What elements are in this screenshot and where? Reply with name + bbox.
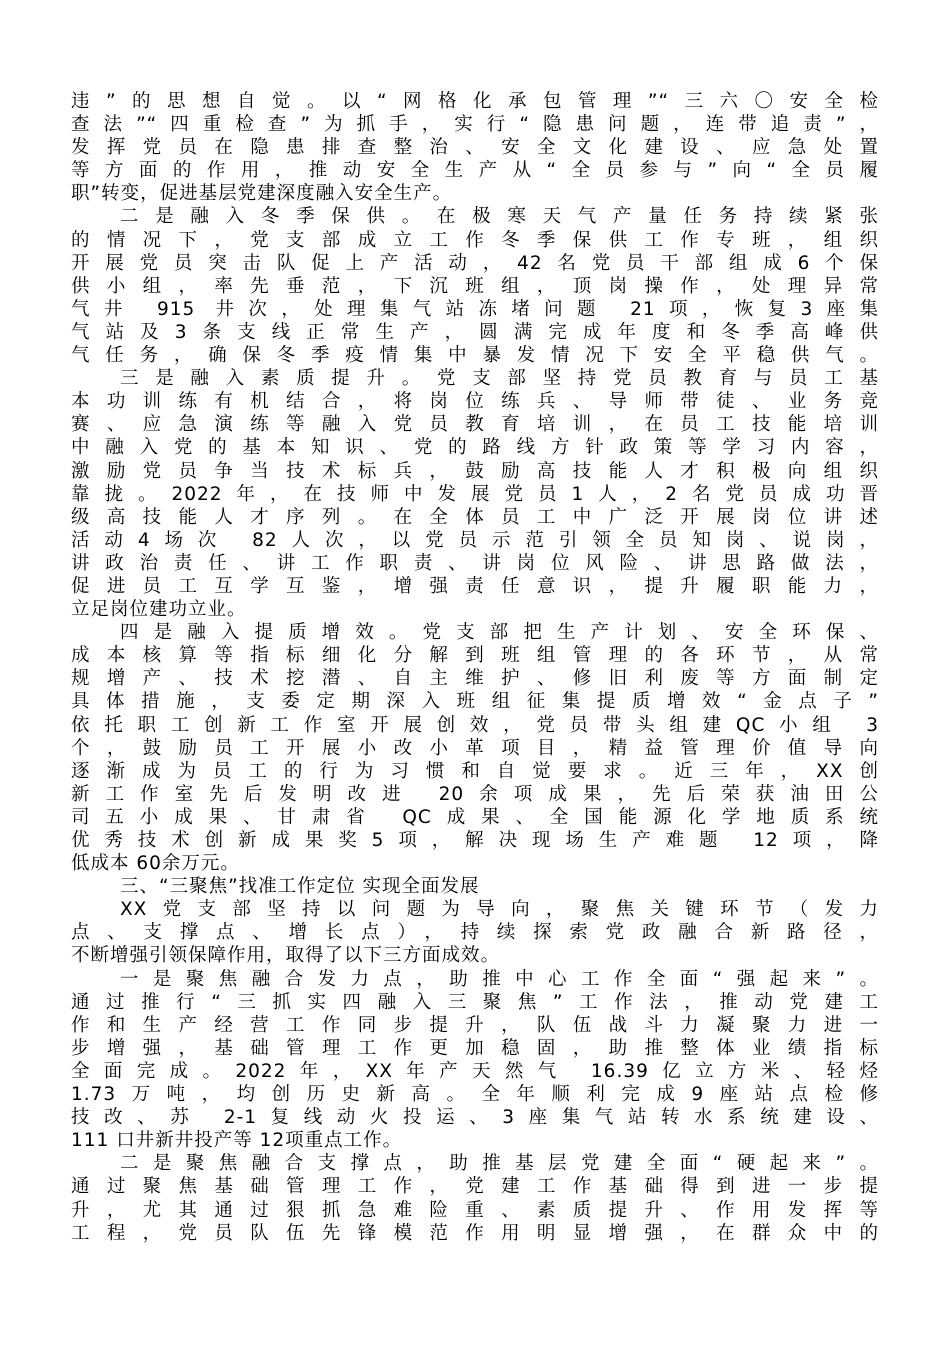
text-line: 点、支撑点、增长点），持续探索党政融合新路径， xyxy=(71,922,879,944)
text-line: 司五小成果、甘肃省 QC成果、全国能源化学地质系统 xyxy=(71,806,879,828)
text-line: 111 口井新井投产等 12项重点工作。 xyxy=(71,1130,403,1152)
text-line: 不断增强引领保障作用，取得了以下三方面成效。 xyxy=(71,945,501,967)
text-line: 发挥党员在隐患排查整治、安全文化建设、应急处置 xyxy=(71,137,879,159)
text-line: 气任务，确保冬季疫情集中暴发情况下安全平稳供气。 xyxy=(71,345,879,367)
text-line: 新工作室先后发明改进 20余项成果，先后荣获油田公 xyxy=(71,783,879,805)
text-line: 违”的思想自觉。以“网格化承包管理”“三六〇安全检 xyxy=(71,91,879,112)
text-line: 气站及3条支线正常生产，圆满完成年度和冬季高峰供 xyxy=(71,321,879,343)
text-line: 工程，党员队伍先锋模范作用明显增强，在群众中的 xyxy=(71,1222,879,1244)
text-line: 的情况下，党支部成立工作冬季保供工作专班，组织 xyxy=(71,229,879,251)
text-line: 优秀技术创新成果奖5项，解决现场生产难题 12项，降 xyxy=(71,830,879,851)
text-line: 逐渐成为员工的行为习惯和自觉要求。近三年，XX创 xyxy=(71,760,879,782)
text-line: 步增强，基础管理工作更加稳固，助推整体业绩指标 xyxy=(71,1037,879,1059)
text-line: 具体措施，支委定期深入班组征集提质增效“金点子” xyxy=(71,691,879,713)
text-line: 赛、应急演练等融入党员教育培训，在员工技能培训 xyxy=(71,414,879,436)
document-page xyxy=(71,90,879,1245)
text-line: 级高技能人才序列。在全体员工中广泛开展岗位讲述 xyxy=(71,506,879,528)
text-line: 个，鼓励员工开展小改小革项目，精益管理价值导向 xyxy=(71,737,879,759)
text-line: 1.73万吨，均创历史新高。全年顺利完成9座站点检修 xyxy=(71,1084,879,1106)
text-line: 升，尤其通过狠抓急难险重、素质提升、作用发挥等 xyxy=(71,1199,879,1221)
text-line: 职”转变，促进基层党建深度融入安全生产。 xyxy=(71,183,453,205)
text-line: 低成本 60余万元。 xyxy=(71,853,240,875)
text-line: 讲政治责任、讲工作职责、讲岗位风险、讲思路做法， xyxy=(71,552,879,574)
text-line: 三、“三聚焦”找准工作定位 实现全面发展 xyxy=(120,876,480,898)
text-line: 开展党员突击队促上产活动，42名党员干部组成6个保 xyxy=(71,252,879,274)
text-line: 查法”“四重检查”为抓手，实行“隐患问题，连带追责”， xyxy=(71,114,879,136)
text-line: 成本核算等指标细化分解到班组管理的各环节，从常 xyxy=(71,645,879,667)
text-line: 四是融入提质增效。党支部把生产计划、安全环保、 xyxy=(120,622,879,644)
text-line: XX党支部坚持以问题为导向，聚焦关键环节（发力 xyxy=(120,899,879,921)
text-line: 供小组，率先垂范，下沉班组，顶岗操作，处理异常 xyxy=(71,275,879,297)
text-line: 本功训练有机结合，将岗位练兵、导师带徒、业务竞 xyxy=(71,391,879,413)
text-line: 激励党员争当技术标兵，鼓励高技能人才积极向组织 xyxy=(71,460,879,482)
text-line: 二是融入冬季保供。在极寒天气产量任务持续紧张 xyxy=(120,206,879,228)
text-line: 活动4场次 82人次，以党员示范引领全员知岗、说岗， xyxy=(71,529,879,551)
text-line: 规增产、技术挖潜、自主维护、修旧利废等方面制定 xyxy=(71,668,879,690)
text-line: 通过推行“三抓实四融入三聚焦”工作法，推动党建工 xyxy=(71,991,879,1013)
text-line: 三是融入素质提升。党支部坚持党员教育与员工基 xyxy=(120,368,879,390)
text-line: 作和生产经营工作同步提升，队伍战斗力凝聚力进一 xyxy=(71,1014,879,1036)
text-line: 中融入党的基本知识、党的路线方针政策等学习内容， xyxy=(71,437,879,459)
text-line: 一是聚焦融合发力点，助推中心工作全面“强起来”。 xyxy=(120,968,879,990)
text-line: 靠拢。2022年，在技师中发展党员1人，2名党员成功晋 xyxy=(71,483,879,505)
text-line: 全面完成。2022年，XX年产天然气 16.39亿立方米、轻烃 xyxy=(71,1060,879,1082)
text-line: 等方面的作用，推动安全生产从“全员参与”向“全员履 xyxy=(71,160,879,182)
text-line: 二是聚焦融合支撑点，助推基层党建全面“硬起来”。 xyxy=(120,1153,879,1175)
text-line: 促进员工互学互鉴，增强责任意识，提升履职能力， xyxy=(71,575,879,597)
text-line: 气井 915 井次，处理集气站冻堵问题 21项，恢复3座集 xyxy=(71,298,879,320)
text-line: 技改、苏 2-1复线动火投运、3座集气站转水系统建设、 xyxy=(71,1107,879,1129)
text-line: 立足岗位建功立业。 xyxy=(71,599,247,621)
text-line: 通过聚焦基础管理工作，党建工作基础得到进一步提 xyxy=(71,1176,879,1198)
text-line: 依托职工创新工作室开展创效，党员带头组建QC小组 3 xyxy=(71,714,879,736)
